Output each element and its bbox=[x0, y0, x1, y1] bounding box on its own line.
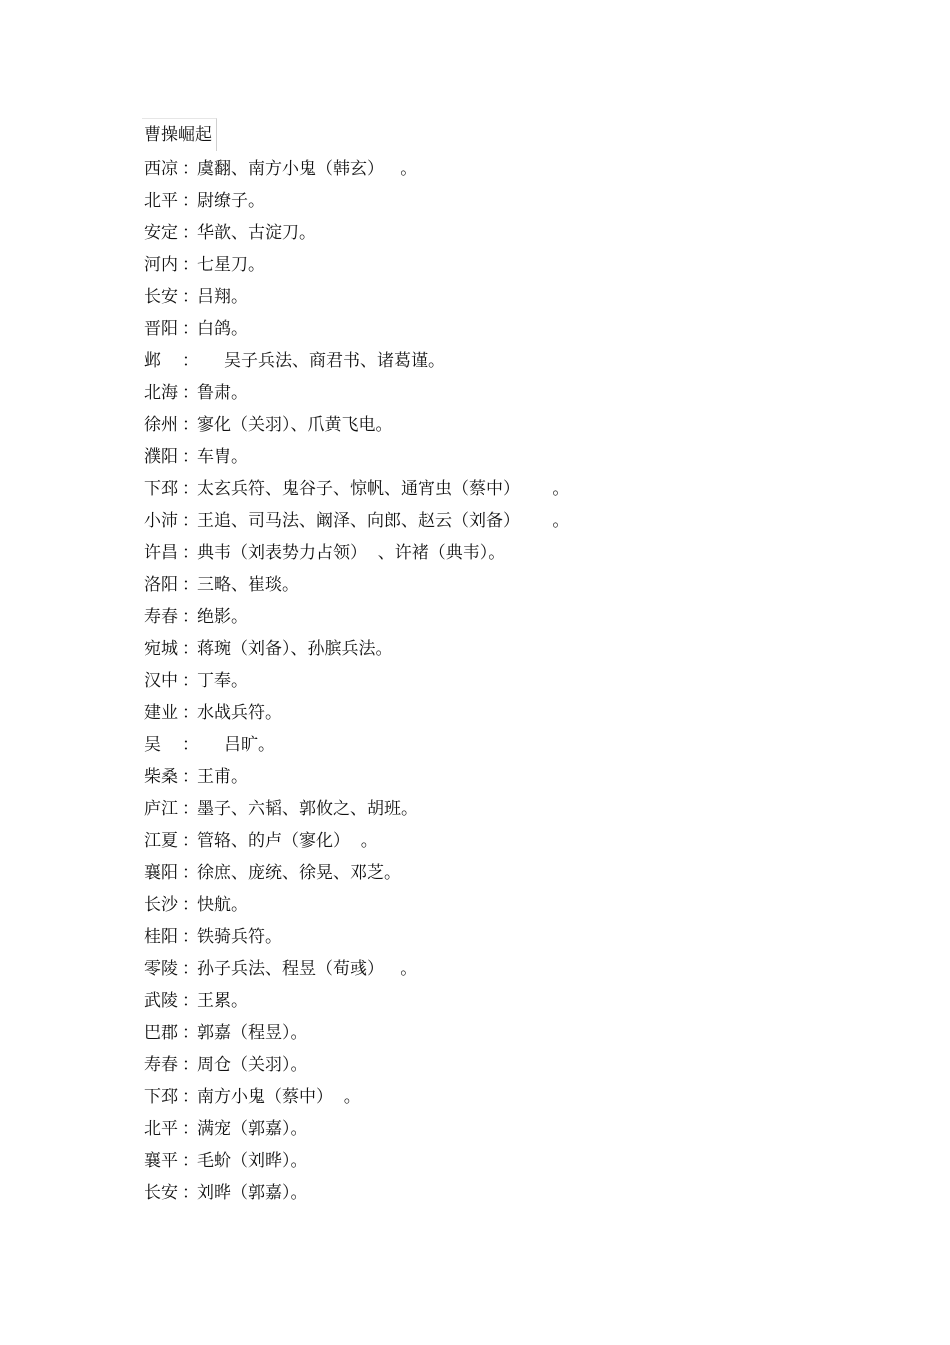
separator: ： bbox=[182, 383, 199, 403]
separator: ： bbox=[182, 1023, 199, 1043]
separator: ： bbox=[182, 831, 199, 851]
location-items: 鲁肃。 bbox=[197, 383, 248, 403]
list-item bbox=[144, 441, 569, 473]
location-items: 三略、崔琰。 bbox=[197, 575, 299, 595]
location-name: 零陵 bbox=[144, 959, 178, 979]
list-item bbox=[144, 633, 569, 665]
list-item bbox=[144, 153, 569, 185]
location-name: 长沙 bbox=[144, 895, 178, 915]
separator: ： bbox=[182, 959, 199, 979]
location-name: 西凉 bbox=[144, 159, 178, 179]
location-items: 孙子兵法、程昱（荀彧） 。 bbox=[197, 959, 418, 979]
location-items: 蒋琬（刘备）、孙膑兵法。 bbox=[197, 639, 393, 659]
location-name: 武陵 bbox=[144, 991, 178, 1011]
location-items: 满宠（郭嘉）。 bbox=[197, 1119, 308, 1139]
separator: ： bbox=[182, 255, 199, 275]
location-items: 吕翔。 bbox=[197, 287, 248, 307]
separator: ： bbox=[182, 1151, 199, 1171]
list-item bbox=[144, 345, 569, 377]
list-item bbox=[144, 889, 569, 921]
location-name: 北平 bbox=[144, 191, 178, 211]
location-name: 汉中 bbox=[144, 671, 178, 691]
location-items: 吕旷。 bbox=[197, 735, 276, 755]
location-name: 庐江 bbox=[144, 799, 178, 819]
list-item bbox=[144, 953, 569, 985]
location-name: 柴桑 bbox=[144, 767, 178, 787]
separator: ： bbox=[182, 159, 199, 179]
separator: ： bbox=[182, 991, 199, 1011]
location-items: 管辂、的卢（寥化） 。 bbox=[197, 831, 378, 851]
list-item bbox=[144, 281, 569, 313]
list-item bbox=[144, 825, 569, 857]
location-items: 王甫。 bbox=[197, 767, 248, 787]
list-item bbox=[144, 1113, 569, 1145]
location-name: 安定 bbox=[144, 223, 178, 243]
location-name: 巴郡 bbox=[144, 1023, 178, 1043]
separator: ： bbox=[182, 1087, 199, 1107]
location-name: 北海 bbox=[144, 383, 178, 403]
location-items: 吴子兵法、商君书、诸葛谨。 bbox=[197, 351, 446, 371]
separator: ： bbox=[182, 223, 199, 243]
location-items: 丁奉。 bbox=[197, 671, 248, 691]
separator: ： bbox=[182, 511, 199, 531]
location-name: 洛阳 bbox=[144, 575, 178, 595]
location-items: 典韦（刘表势力占领） 、许褚（典韦）。 bbox=[197, 543, 506, 563]
location-items: 刘晔（郭嘉）。 bbox=[197, 1183, 308, 1203]
list-item bbox=[144, 185, 569, 217]
location-name: 下邳 bbox=[144, 1087, 178, 1107]
list-item bbox=[144, 537, 569, 569]
separator: ： bbox=[182, 319, 199, 339]
separator: ： bbox=[182, 895, 199, 915]
separator: ： bbox=[182, 863, 199, 883]
location-name: 邺 bbox=[144, 351, 161, 371]
list-item bbox=[144, 505, 569, 537]
location-items: 南方小鬼（蔡中） 。 bbox=[197, 1087, 361, 1107]
separator: ： bbox=[182, 415, 199, 435]
location-items: 车胄。 bbox=[197, 447, 248, 467]
list-item bbox=[144, 249, 569, 281]
location-items: 徐庶、庞统、徐晃、邓芝。 bbox=[197, 863, 401, 883]
location-items: 周仓（关羽）。 bbox=[197, 1055, 308, 1075]
separator: ： bbox=[182, 287, 199, 307]
list-item bbox=[144, 665, 569, 697]
list-item bbox=[144, 761, 569, 793]
location-name: 江夏 bbox=[144, 831, 178, 851]
list-item bbox=[144, 377, 569, 409]
location-name: 徐州 bbox=[144, 415, 178, 435]
separator: ： bbox=[182, 1183, 199, 1203]
separator: ： bbox=[182, 575, 199, 595]
list-item bbox=[144, 1017, 569, 1049]
location-name: 寿春 bbox=[144, 607, 178, 627]
location-name: 寿春 bbox=[144, 1055, 178, 1075]
list-item bbox=[144, 857, 569, 889]
location-name: 襄平 bbox=[144, 1151, 178, 1171]
separator: ： bbox=[182, 703, 199, 723]
separator: ： bbox=[182, 671, 199, 691]
list-item bbox=[144, 473, 569, 505]
list-item bbox=[144, 1081, 569, 1113]
location-items: 快航。 bbox=[197, 895, 248, 915]
list-item bbox=[144, 409, 569, 441]
location-name: 许昌 bbox=[144, 543, 178, 563]
separator: ： bbox=[182, 447, 199, 467]
location-name: 长安 bbox=[144, 287, 178, 307]
list-item bbox=[144, 601, 569, 633]
location-items: 寥化（关羽）、爪黄飞电。 bbox=[197, 415, 393, 435]
list-item bbox=[144, 1177, 569, 1209]
location-items: 毛蚧（刘晔）。 bbox=[197, 1151, 308, 1171]
location-list bbox=[144, 153, 569, 1209]
separator: ： bbox=[182, 479, 199, 499]
location-items: 七星刀。 bbox=[197, 255, 265, 275]
location-name: 长安 bbox=[144, 1183, 178, 1203]
separator: ： bbox=[182, 767, 199, 787]
separator: ： bbox=[182, 799, 199, 819]
location-items: 白鸽。 bbox=[197, 319, 248, 339]
location-name: 襄阳 bbox=[144, 863, 178, 883]
list-item bbox=[144, 697, 569, 729]
list-item bbox=[144, 217, 569, 249]
location-name: 河内 bbox=[144, 255, 178, 275]
location-items: 水战兵符。 bbox=[197, 703, 282, 723]
separator: ： bbox=[182, 1055, 199, 1075]
location-items: 王累。 bbox=[197, 991, 248, 1011]
separator: ： bbox=[182, 351, 199, 371]
location-items: 绝影。 bbox=[197, 607, 248, 627]
location-items: 太玄兵符、鬼谷子、惊帆、通宵虫（蔡中） 。 bbox=[197, 479, 570, 499]
location-items: 铁骑兵符。 bbox=[197, 927, 282, 947]
list-item bbox=[144, 1145, 569, 1177]
location-items: 王追、司马法、阚泽、向郎、赵云（刘备） 。 bbox=[197, 511, 570, 531]
separator: ： bbox=[182, 927, 199, 947]
location-name: 小沛 bbox=[144, 511, 178, 531]
location-name: 濮阳 bbox=[144, 447, 178, 467]
location-items: 墨子、六韬、郭攸之、胡班。 bbox=[197, 799, 418, 819]
separator: ： bbox=[182, 607, 199, 627]
location-name: 吴 bbox=[144, 735, 161, 755]
list-item bbox=[144, 313, 569, 345]
location-items: 郭嘉（程昱）。 bbox=[197, 1023, 308, 1043]
location-items: 尉缭子。 bbox=[197, 191, 265, 211]
list-item bbox=[144, 1049, 569, 1081]
location-name: 下邳 bbox=[144, 479, 178, 499]
separator: ： bbox=[182, 543, 199, 563]
list-item bbox=[144, 985, 569, 1017]
list-item bbox=[144, 729, 569, 761]
location-name: 桂阳 bbox=[144, 927, 178, 947]
location-name: 晋阳 bbox=[144, 319, 178, 339]
document-title: 曹操崛起 bbox=[142, 118, 217, 151]
separator: ： bbox=[182, 1119, 199, 1139]
location-name: 宛城 bbox=[144, 639, 178, 659]
list-item bbox=[144, 921, 569, 953]
location-name: 北平 bbox=[144, 1119, 178, 1139]
list-item bbox=[144, 793, 569, 825]
separator: ： bbox=[182, 191, 199, 211]
location-items: 虞翻、南方小鬼（韩玄） 。 bbox=[197, 159, 418, 179]
separator: ： bbox=[182, 735, 199, 755]
list-item bbox=[144, 569, 569, 601]
location-name: 建业 bbox=[144, 703, 178, 723]
separator: ： bbox=[182, 639, 199, 659]
location-items: 华歆、古淀刀。 bbox=[197, 223, 316, 243]
